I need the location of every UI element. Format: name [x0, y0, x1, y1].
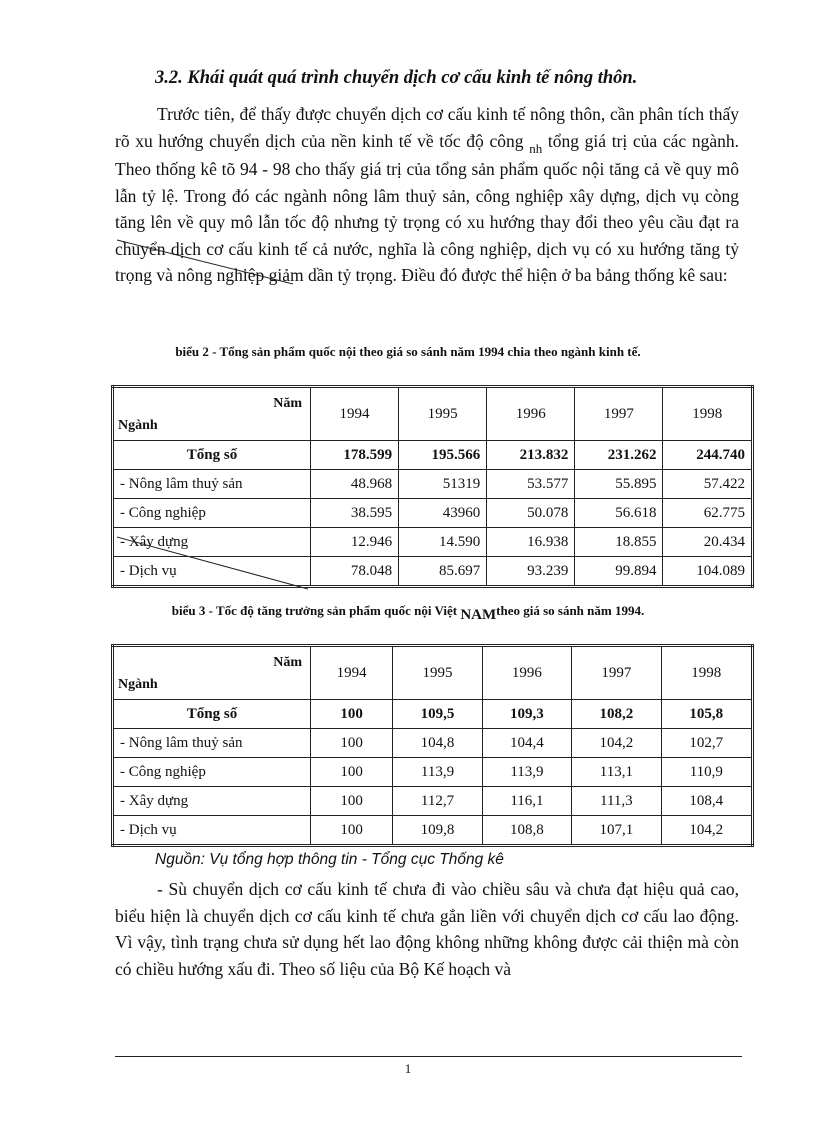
table-cell: 231.262 — [575, 441, 663, 470]
row-label: Tổng số — [113, 441, 311, 470]
header-corner-cell — [113, 387, 311, 441]
table-growth-rate — [111, 644, 754, 847]
table-row — [113, 729, 753, 758]
source-note: Nguồn: Vụ tổng hợp thông tin - Tổng cục Thống kê — [155, 851, 504, 868]
table2-caption — [0, 603, 816, 623]
section-heading: 3.2. Khái quát quá trình chuyển dịch cơ cấu kinh tế nông thôn. — [155, 68, 638, 88]
year-header: 1995 — [399, 387, 487, 441]
header-year-label: Năm — [273, 396, 302, 411]
header-year-label: Năm — [273, 655, 302, 670]
table-cell: 108,8 — [482, 816, 571, 846]
table-cell: 57.422 — [663, 470, 753, 499]
table-cell: 113,9 — [482, 758, 571, 787]
table-cell: 55.895 — [575, 470, 663, 499]
header-corner-cell — [113, 646, 311, 700]
table-cell: 213.832 — [487, 441, 575, 470]
year-header: 1995 — [393, 646, 482, 700]
table-cell: 56.618 — [575, 499, 663, 528]
paragraph-intro-mark: nh — [529, 140, 543, 156]
year-header: 1996 — [487, 387, 575, 441]
year-header: 1997 — [572, 646, 661, 700]
header-sector-label: Ngành — [118, 677, 158, 692]
table-cell: 104,4 — [482, 729, 571, 758]
paragraph-intro-part-b: tổng giá trị của các ngành. Theo thống kê tõ 94 - 98 cho thấy giá trị của tổng sản phẩm quốc nội tăng cả về quy mô lẫn tỷ lệ. Trong đó các ngành nông lâm thuỷ sản, công nghiệp xây dựng, dịch vụ còng tăng lên về quy mô lẫn tốc độ nhưng tỷ trọng có xu hướng thay đổi theo yêu cầu đạt ra chuyển dịch cơ cấu kinh tế cả nước, nghĩa là công nghiệp, dịch vụ có xu hướng tăng tỷ trọng và nông nghiệp giảm dần tỷ trọng. Điều đó được thể hiện ở ba bảng thống kê sau: — [115, 130, 739, 285]
table-cell: 100 — [311, 729, 393, 758]
paragraph-labor: - Sù chuyển dịch cơ cấu kinh tế chưa đi vào chiều sâu và chưa đạt hiệu quả cao, biểu hiện là chuyển dịch cơ cấu kinh tế chưa gắn liền với chuyển dịch cơ cấu lao động. Vì vậy, tình trạng chưa sử dụng hết lao động không những không được cải thiện mà còn có chiều hướng xấu đi. Theo số liệu của Bộ Kế hoạch và — [115, 879, 739, 979]
table-cell: 78.048 — [311, 557, 399, 587]
table-cell: 104,2 — [572, 729, 661, 758]
table-cell: 38.595 — [311, 499, 399, 528]
row-label: - Dịch vụ — [113, 557, 311, 587]
table-cell: 105,8 — [661, 700, 752, 729]
table-row — [113, 499, 753, 528]
table-row — [113, 787, 753, 816]
year-header: 1996 — [482, 646, 571, 700]
table-cell: 104,8 — [393, 729, 482, 758]
year-header: 1998 — [663, 387, 753, 441]
page-number: 1 — [404, 1061, 412, 1076]
table-cell: 108,2 — [572, 700, 661, 729]
table-cell: 113,1 — [572, 758, 661, 787]
table-cell: 108,4 — [661, 787, 752, 816]
table-cell: 109,8 — [393, 816, 482, 846]
table-cell: 104.089 — [663, 557, 753, 587]
table-cell: 113,9 — [393, 758, 482, 787]
year-header: 1997 — [575, 387, 663, 441]
table-cell: 20.434 — [663, 528, 753, 557]
table-row — [113, 470, 753, 499]
table-cell: 16.938 — [487, 528, 575, 557]
year-header: 1994 — [311, 646, 393, 700]
table-cell: 50.078 — [487, 499, 575, 528]
table-cell: 109,3 — [482, 700, 571, 729]
table-cell: 48.968 — [311, 470, 399, 499]
row-label: Tổng số — [113, 700, 311, 729]
table1-caption: biểu 2 - Tổng sản phẩm quốc nội theo giá so sánh năm 1994 chia theo ngành kinh tế. — [175, 344, 641, 359]
table-cell: 104,2 — [661, 816, 752, 846]
table-cell: 51319 — [399, 470, 487, 499]
table-cell: 100 — [311, 787, 393, 816]
stray-slash-line-1 — [115, 238, 295, 286]
table-cell: 14.590 — [399, 528, 487, 557]
table-header-row — [113, 646, 753, 700]
row-label: - Nông lâm thuỷ sản — [113, 729, 311, 758]
table-row — [113, 816, 753, 846]
table-row — [113, 758, 753, 787]
stray-slash-line-2 — [115, 535, 310, 591]
table-cell: 100 — [311, 816, 393, 846]
row-label: - Dịch vụ — [113, 816, 311, 846]
table-cell: 195.566 — [399, 441, 487, 470]
table-cell: 100 — [311, 700, 393, 729]
table-cell: 99.894 — [575, 557, 663, 587]
table-cell: 85.697 — [399, 557, 487, 587]
table-cell: 244.740 — [663, 441, 753, 470]
table2-caption-part-a: biểu 3 - Tốc độ tăng trưởng sản phẩm quốc nội Việt — [171, 603, 461, 618]
header-sector-label: Ngành — [118, 418, 158, 433]
table-header-row — [113, 387, 753, 441]
table-cell: 112,7 — [393, 787, 482, 816]
table-cell: 107,1 — [572, 816, 661, 846]
table-cell: 62.775 — [663, 499, 753, 528]
row-label: - Xây dựng — [113, 787, 311, 816]
row-label: - Xây dựng — [113, 528, 311, 557]
table-cell: 12.946 — [311, 528, 399, 557]
table-cell: 116,1 — [482, 787, 571, 816]
table-row — [113, 700, 753, 729]
year-header: 1998 — [661, 646, 752, 700]
footer-divider — [115, 1056, 742, 1057]
paragraph-intro-part-a: Trước tiên, để thấy được chuyển dịch cơ cấu kinh tế nông thôn, cần phân tích thấy rõ xu hướng chuyển dịch của nền kinh tế về tốc độ công — [115, 104, 739, 151]
table-cell: 102,7 — [661, 729, 752, 758]
row-label: - Nông lâm thuỷ sản — [113, 470, 311, 499]
table-cell: 53.577 — [487, 470, 575, 499]
table-cell: 110,9 — [661, 758, 752, 787]
row-label: - Công nghiệp — [113, 499, 311, 528]
table-cell: 100 — [311, 758, 393, 787]
table-cell: 18.855 — [575, 528, 663, 557]
row-label: - Công nghiệp — [113, 758, 311, 787]
table-row — [113, 441, 753, 470]
table2-caption-mark: NAM — [460, 607, 497, 623]
table2-caption-part-b: theo giá so sánh năm 1994. — [496, 603, 645, 618]
table-cell: 43960 — [399, 499, 487, 528]
table-cell: 109,5 — [393, 700, 482, 729]
year-header: 1994 — [311, 387, 399, 441]
table-cell: 178.599 — [311, 441, 399, 470]
table-cell: 93.239 — [487, 557, 575, 587]
table-cell: 111,3 — [572, 787, 661, 816]
